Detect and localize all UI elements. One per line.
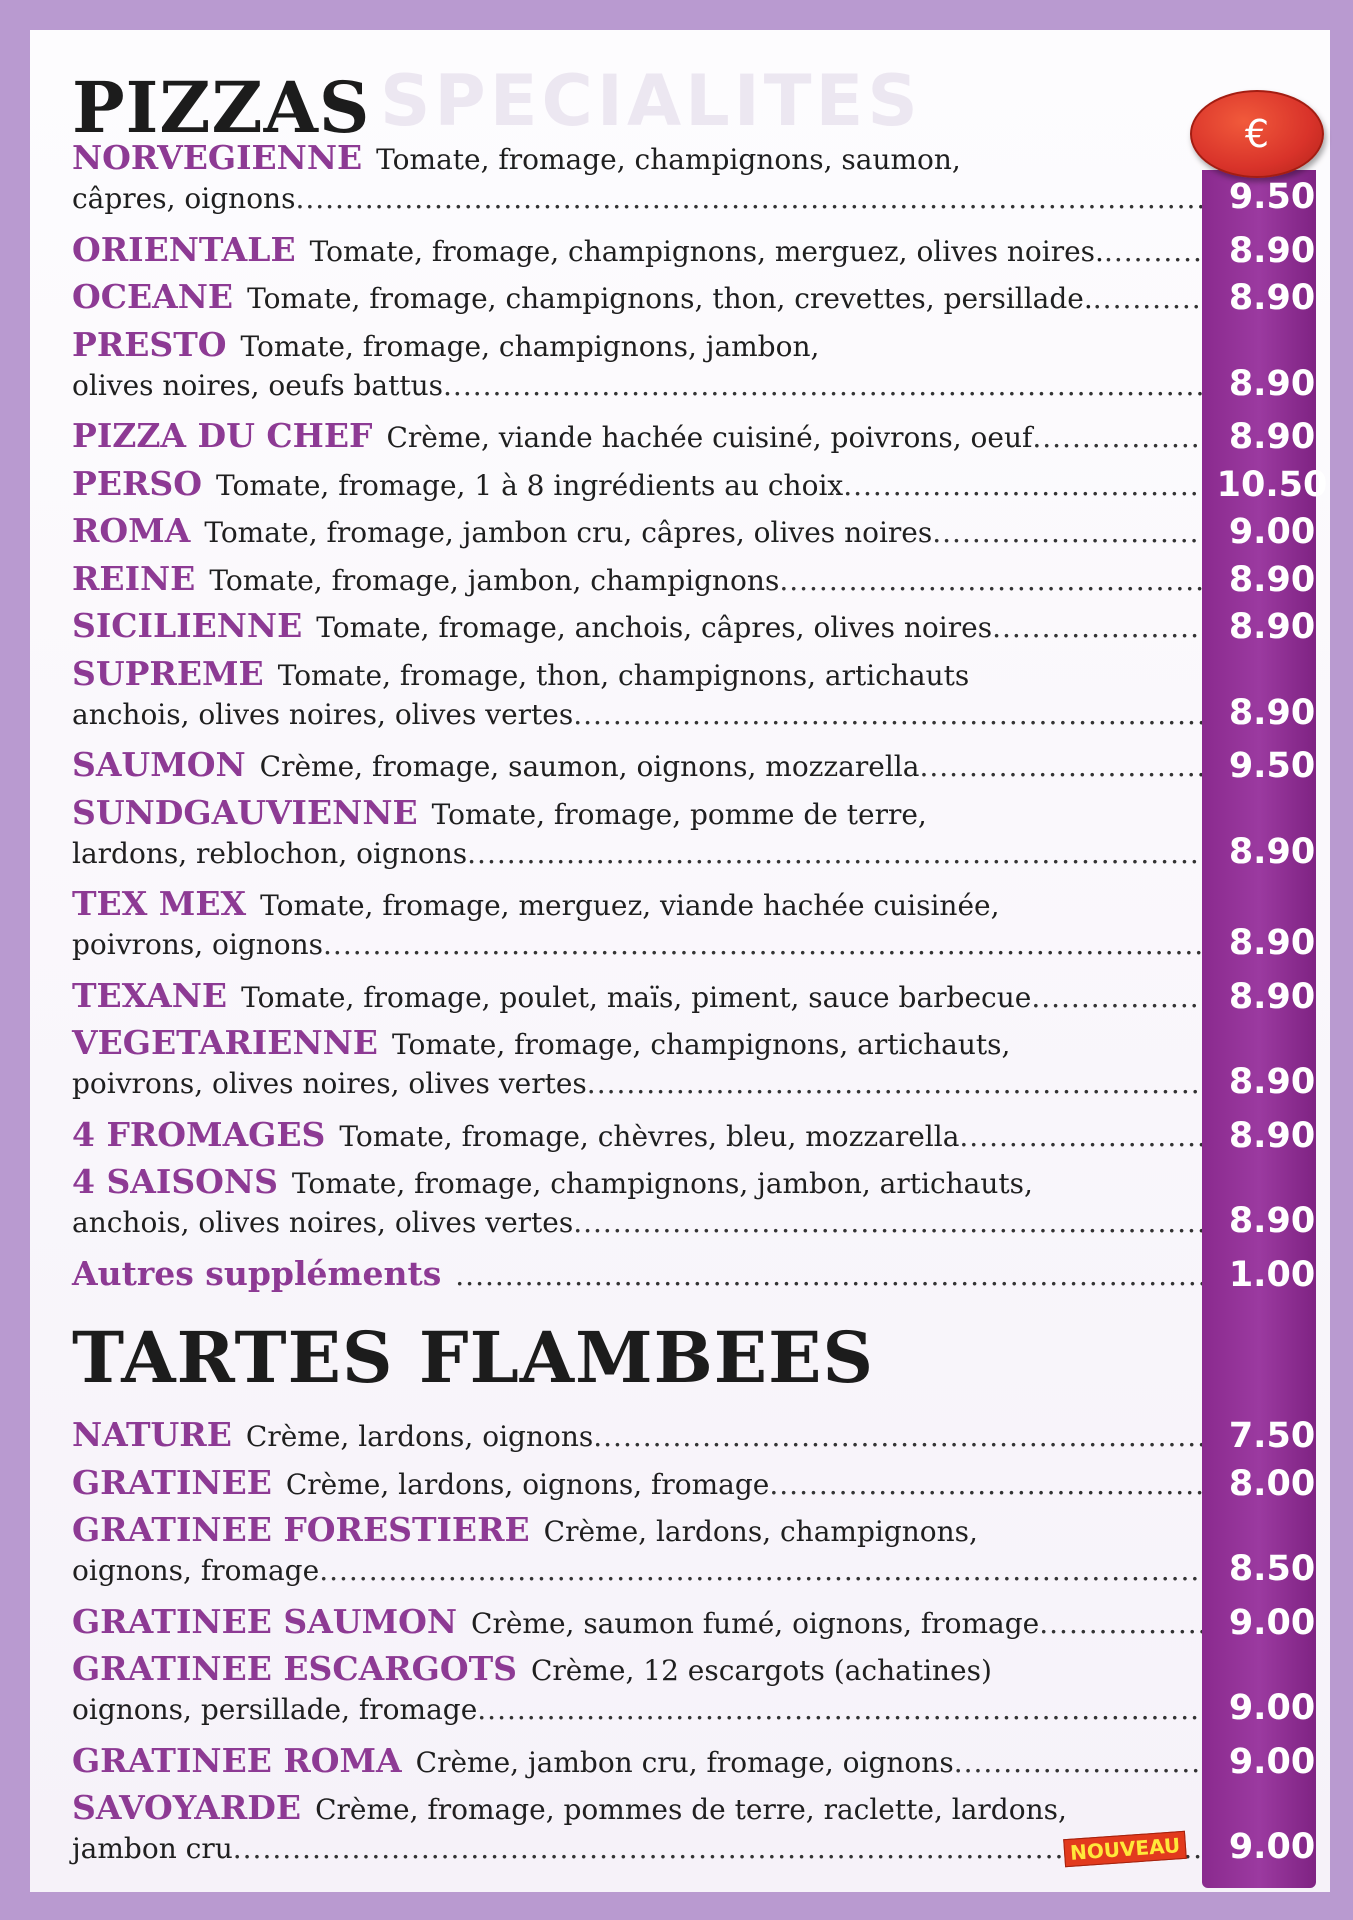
- dot-leader: [779, 564, 1202, 597]
- item-name: GRATINEE ROMA: [72, 1740, 402, 1780]
- menu-item-row: [72, 1740, 1316, 1782]
- dot-leader: [1104, 235, 1202, 268]
- background-watermark: SPECIALITES: [380, 60, 922, 142]
- menu-item-row: [72, 325, 1202, 364]
- menu-item-row: [72, 1601, 1316, 1643]
- item-description: Crème, 12 escargots (achatines): [530, 1654, 992, 1687]
- item-price: 8.90: [1228, 1062, 1316, 1102]
- item-name: SUNDGAUVIENNE: [72, 792, 418, 832]
- menu-item-row-continued: [72, 831, 1316, 872]
- item-description: Tomate, fromage, champignons, jambon,: [240, 329, 820, 363]
- item-description: Tomate, fromage, 1 à 8 ingrédients au choix: [215, 468, 844, 502]
- item-price: 9.00: [1228, 1602, 1316, 1643]
- dot-leader: [954, 1746, 1202, 1779]
- menu-item-row: [72, 1510, 1202, 1549]
- item-description: Tomate, fromage, jambon, champignons: [209, 563, 780, 597]
- item-name: ORIENTALE: [72, 229, 296, 269]
- menu-item-row: [72, 416, 1316, 457]
- menu-item-row-continued: [72, 1827, 1316, 1867]
- menu-item-row: [72, 975, 1316, 1017]
- dot-leader: [932, 516, 1202, 549]
- item-description: Tomate, fromage, jambon cru, câpres, olives noires: [204, 516, 933, 549]
- item-price: 8.90: [1228, 230, 1316, 271]
- item-description: Crème, lardons, champignons,: [543, 1515, 978, 1548]
- item-price: 7.50: [1228, 1416, 1316, 1456]
- item-name: SUPREME: [72, 653, 264, 693]
- item-name: 4 SAISONS: [72, 1162, 278, 1201]
- section-title-tartes-flambees: TARTES FLAMBEES: [72, 1316, 875, 1399]
- item-name: GRATINEE FORESTIERE: [72, 1510, 530, 1549]
- dot-leader: [1032, 421, 1202, 454]
- item-price: 8.90: [1228, 607, 1316, 647]
- menu-item-row-continued: [72, 1062, 1316, 1102]
- item-description-continued: poivrons, olives noires, olives vertes: [72, 1067, 587, 1100]
- item-description: Tomate, fromage, pomme de terre,: [431, 797, 927, 831]
- dot-leader: [295, 182, 1202, 215]
- dot-leader: [319, 1554, 1202, 1587]
- item-name: OCEANE: [72, 277, 234, 316]
- menu-item-row: [72, 793, 1202, 832]
- section-title-pizzas: PIZZAS: [72, 66, 371, 149]
- dot-leader: [1093, 282, 1202, 315]
- dot-leader: [769, 1468, 1202, 1501]
- dot-leader: [573, 1206, 1202, 1239]
- menu-item-row: [72, 229, 1316, 271]
- item-name: GRATINEE SAUMON: [72, 1601, 458, 1641]
- dot-leader: [455, 1259, 1202, 1292]
- menu-item-row: [72, 277, 1316, 318]
- menu-item-row-continued: [72, 1549, 1316, 1589]
- item-name: SAVOYARDE: [72, 1788, 302, 1827]
- item-price: 8.90: [1228, 1115, 1316, 1156]
- menu-item-row: [72, 654, 1202, 693]
- dot-leader: [477, 1693, 1202, 1726]
- item-description: Tomate, fromage, champignons, saumon,: [376, 143, 961, 176]
- menu-item-row: [72, 1023, 1202, 1062]
- item-name: GRATINEE ESCARGOTS: [72, 1649, 517, 1688]
- item-price: 8.00: [1228, 1463, 1316, 1504]
- item-description: Crème, jambon cru, fromage, oignons: [415, 1745, 954, 1779]
- item-description: Tomate, fromage, champignons, jambon, artichauts,: [291, 1167, 1033, 1200]
- dot-leader: [443, 369, 1202, 402]
- item-price: 8.90: [1228, 692, 1316, 733]
- item-name: TEX MEX: [72, 884, 247, 923]
- item-description: Crème, lardons, oignons, fromage: [285, 1467, 770, 1501]
- menu-item-row: [72, 138, 1202, 177]
- item-price: 9.50: [1228, 746, 1316, 786]
- item-price: 1.00: [1228, 1254, 1316, 1295]
- item-price: 8.90: [1228, 363, 1316, 404]
- item-name: 4 FROMAGES: [72, 1114, 326, 1154]
- euro-badge: €: [1190, 90, 1324, 178]
- item-description-continued: câpres, oignons: [72, 182, 296, 215]
- dot-leader: [467, 837, 1202, 870]
- dot-leader: [1031, 981, 1202, 1014]
- dot-leader: [323, 928, 1202, 961]
- dot-leader: [573, 698, 1202, 731]
- menu-item-row: [72, 884, 1202, 923]
- item-price: 9.00: [1228, 1741, 1316, 1782]
- item-price: 9.00: [1228, 1827, 1316, 1867]
- item-description: Crème, saumon fumé, oignons, fromage: [471, 1606, 1040, 1640]
- item-price: 8.90: [1228, 559, 1316, 600]
- item-name: PIZZA DU CHEF: [72, 416, 373, 455]
- item-price: 8.90: [1228, 923, 1316, 963]
- menu-item-row-continued: [72, 1688, 1316, 1728]
- item-price: 8.90: [1228, 278, 1316, 318]
- item-description: Tomate, fromage, chèvres, bleu, mozzarella: [339, 1119, 960, 1153]
- item-price: 8.90: [1228, 831, 1316, 872]
- menu-item-row: [72, 463, 1328, 505]
- menu-item-row: [72, 1649, 1202, 1688]
- menu-item-row: [72, 1788, 1202, 1827]
- item-name: GRATINEE: [72, 1462, 272, 1502]
- item-name: ROMA: [72, 511, 191, 550]
- item-name: Autres suppléments: [72, 1253, 442, 1293]
- dot-leader: [959, 1120, 1202, 1153]
- item-price: 9.00: [1228, 512, 1316, 552]
- item-description-continued: anchois, olives noires, olives vertes: [72, 697, 574, 731]
- menu-item-row-continued: [72, 923, 1316, 963]
- menu-item-row: [72, 1415, 1316, 1456]
- item-name: NORVEGIENNE: [72, 138, 363, 177]
- item-price: 9.50: [1228, 177, 1316, 217]
- item-price: 8.50: [1228, 1549, 1316, 1589]
- item-description: Crème, lardons, oignons: [245, 1420, 594, 1453]
- menu-item-row-continued: [72, 177, 1316, 217]
- item-description: Tomate, fromage, poulet, maïs, piment, sauce barbecue: [241, 980, 1032, 1014]
- menu-item-row: [72, 1462, 1316, 1504]
- menu-item-row-continued: [72, 692, 1316, 733]
- item-description: Tomate, fromage, champignons, thon, crevettes, persillade.: [247, 282, 1093, 315]
- item-name: TEXANE: [72, 975, 228, 1015]
- dot-leader: [1039, 1607, 1202, 1640]
- item-name: PRESTO: [72, 324, 227, 364]
- item-description-continued: lardons, reblochon, oignons: [72, 836, 468, 870]
- item-price: 8.90: [1228, 1201, 1316, 1241]
- item-description-continued: oignons, fromage: [72, 1554, 320, 1587]
- menu-item-row: [72, 1114, 1316, 1156]
- menu-item-row: [72, 511, 1316, 552]
- new-badge: NOUVEAU: [1063, 1831, 1187, 1867]
- item-name: SICILIENNE: [72, 606, 303, 645]
- item-description: Tomate, fromage, champignons, artichauts,: [391, 1028, 1011, 1061]
- item-description: Crème, viande hachée cuisiné, poivrons, oeuf: [386, 421, 1033, 454]
- dot-leader: [233, 1832, 1202, 1865]
- item-name: NATURE: [72, 1415, 232, 1454]
- menu-item-row: [72, 745, 1316, 786]
- item-description: Tomate, fromage, merguez, viande hachée cuisinée,: [260, 889, 1000, 922]
- item-description: Tomate, fromage, anchois, câpres, olives noires: [316, 611, 993, 644]
- menu-item-row: [72, 1162, 1202, 1201]
- item-name: VEGETARIENNE: [72, 1023, 378, 1062]
- menu-item-row-continued: [72, 1201, 1316, 1241]
- item-description-continued: anchois, olives noires, olives vertes: [72, 1206, 574, 1239]
- menu-item-row: [72, 1253, 1316, 1295]
- item-description: Tomate, fromage, thon, champignons, artichauts: [277, 658, 970, 692]
- menu-item-row-continued: [72, 363, 1316, 404]
- item-description-continued: poivrons, oignons: [72, 928, 324, 961]
- item-price: 9.00: [1228, 1688, 1316, 1728]
- menu-page: [30, 30, 1330, 1892]
- menu-item-row: [72, 558, 1316, 600]
- dot-leader: [992, 611, 1202, 644]
- item-name: REINE: [72, 558, 196, 598]
- item-description-continued: olives noires, oeufs battus: [72, 368, 444, 402]
- item-name: PERSO: [72, 463, 202, 503]
- dot-leader: [593, 1420, 1202, 1453]
- menu-item-row: [72, 606, 1316, 647]
- dot-leader: [919, 750, 1202, 783]
- item-price: 10.50: [1216, 464, 1328, 505]
- item-price: 8.90: [1228, 976, 1316, 1017]
- item-name: SAUMON: [72, 745, 246, 784]
- dot-leader: [587, 1067, 1202, 1100]
- item-price: 8.90: [1228, 417, 1316, 457]
- dot-leader: [843, 469, 1202, 502]
- item-description: Tomate, fromage, champignons, merguez, olives noires.: [309, 234, 1104, 268]
- item-description: Crème, fromage, saumon, oignons, mozzarella: [259, 750, 920, 783]
- item-description-continued: jambon cru: [72, 1832, 233, 1865]
- item-description: Crème, fromage, pommes de terre, raclette, lardons,: [315, 1793, 1067, 1826]
- item-description-continued: oignons, persillade, fromage: [72, 1693, 478, 1726]
